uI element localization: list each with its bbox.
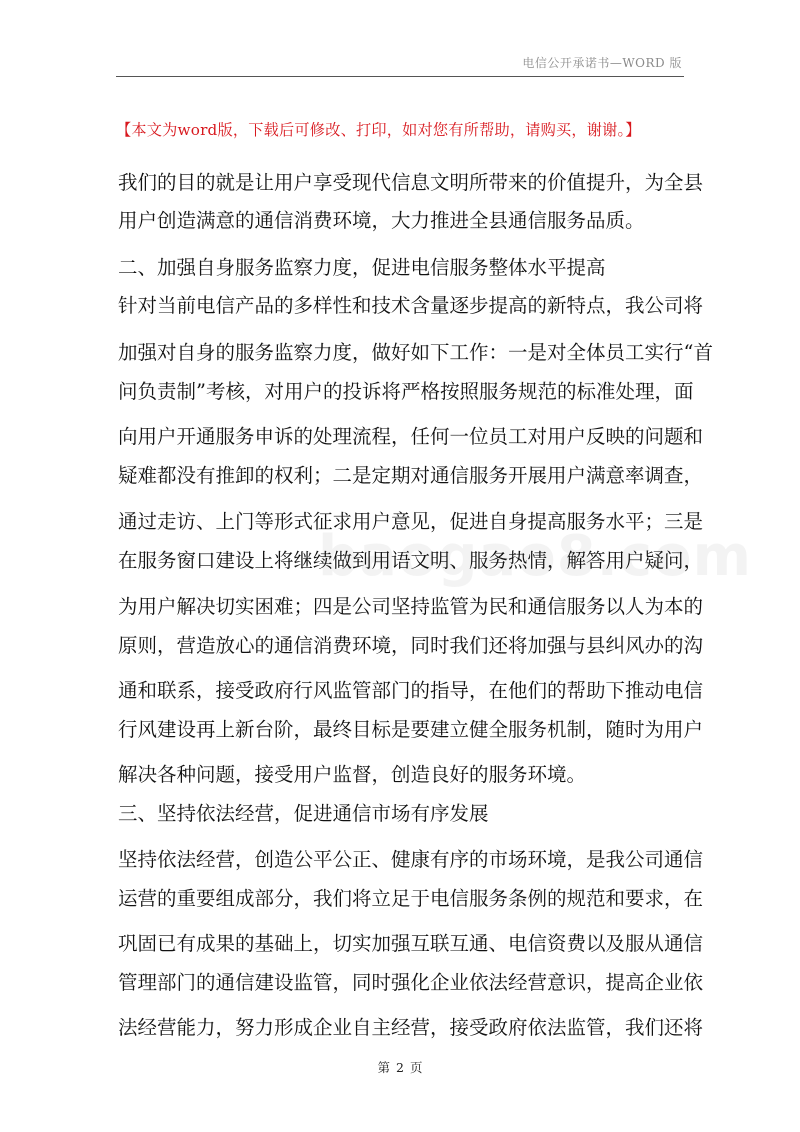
- paragraph-line: 针对当前电信产品的多样性和技术含量逐步提高的新特点，我公司将: [118, 294, 704, 317]
- section-heading: 三、坚持依法经营，促进通信市场有序发展: [118, 802, 489, 825]
- paragraph-line: 用户创造满意的通信消费环境，大力推进全县通信服务品质。: [118, 209, 645, 232]
- paragraph-line: 向用户开通服务申诉的处理流程，任何一位员工对用户反映的问题和: [118, 425, 704, 448]
- paragraph-line: 管理部门的通信建设监管，同时强化企业依法经营意识，提高企业依: [118, 971, 704, 994]
- paragraph-line: 问负责制”考核，对用户的投诉将严格按照服务规范的标准处理，面: [118, 380, 694, 403]
- paragraph-line: 解决各种问题，接受用户监督，创造良好的服务环境。: [118, 763, 587, 786]
- paragraph-line: 加强对自身的服务监察力度，做好如下工作：一是对全体员工实行“首: [118, 341, 713, 364]
- document-header-title: 电信公开承诺书—WORD 版: [522, 56, 682, 70]
- page-suffix: 页: [409, 1060, 423, 1075]
- header-divider: [116, 76, 684, 77]
- paragraph-line: 巩固已有成果的基础上，切实加强互联互通、电信资费以及服从通信: [118, 932, 704, 955]
- paragraph-line: 运营的重要组成部分，我们将立足于电信服务条例的规范和要求，在: [118, 887, 704, 910]
- paragraph-line: 原则，营造放心的通信消费环境，同时我们还将加强与县纠风办的沟: [118, 634, 704, 657]
- paragraph-line: 在服务窗口建设上将继续做到用语文明、服务热情，解答用户疑问，: [118, 549, 704, 572]
- paragraph-line: 为用户解决切实困难；四是公司坚持监管为民和通信服务以人为本的: [118, 595, 704, 618]
- paragraph-line: 坚持依法经营，创造公平公正、健康有序的市场环境，是我公司通信: [118, 848, 704, 871]
- download-notice: 【本文为word版，下载后可修改、打印，如对您有所帮助，请购买，谢谢。】: [116, 121, 641, 139]
- paragraph-line: 疑难都没有推卸的权利；二是定期对通信服务开展用户满意率调查，: [118, 464, 704, 487]
- page-footer: [0, 1058, 800, 1076]
- section-heading: 二、加强自身服务监察力度，促进电信服务整体水平提高: [118, 256, 606, 279]
- paragraph-line: 行风建设再上新台阶，最终目标是要建立健全服务机制，随时为用户: [118, 718, 704, 741]
- paragraph-line: 法经营能力，努力形成企业自主经营，接受政府依法监管，我们还将: [118, 1016, 704, 1039]
- page-number: 2: [396, 1060, 404, 1075]
- page-prefix: 第: [377, 1060, 391, 1075]
- paragraph-line: 通和联系，接受政府行风监管部门的指导，在他们的帮助下推动电信: [118, 679, 704, 702]
- paragraph-line: 通过走访、上门等形式征求用户意见，促进自身提高服务水平；三是: [118, 510, 704, 533]
- paragraph-line: 我们的目的就是让用户享受现代信息文明所带来的价值提升，为全县: [118, 171, 704, 194]
